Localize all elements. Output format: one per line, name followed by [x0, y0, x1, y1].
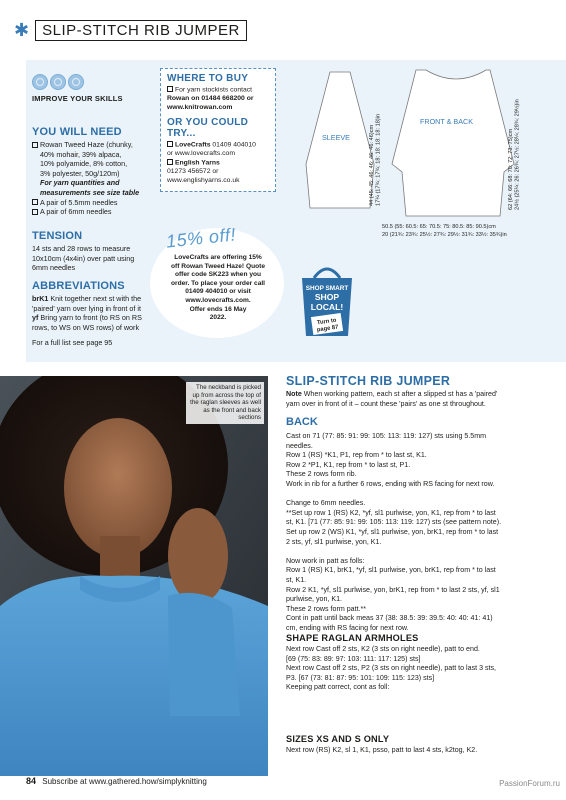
tension-text: 14 sts and 28 rows to measure 10x10cm (4x4in) over patt using 6mm needles — [32, 244, 135, 273]
sleeve-length-in: 17¼ (17¾: 17¾: 18: 18: 18: 18: 18)in — [375, 113, 382, 206]
back-line: Now work in patt as folls: — [286, 556, 365, 565]
checkbox-icon — [32, 199, 38, 205]
photo-caption: The neckband is picked up from across the top of the raglan sleeves as well as the front and back sections — [186, 382, 264, 424]
back-line: Cont in patt until back meas 37 (38: 38.5: 39: 39.5: 40: 40: 41: 41) — [286, 614, 493, 623]
asterisk-icon: ✱ — [14, 19, 30, 41]
watermark: PassionForum.ru — [499, 779, 560, 788]
back-line: **Set up row 1 (RS) K2, *yf, sl1 purlwise, yon, K1, rep from * to last — [286, 508, 496, 517]
sizes-instructions — [286, 746, 558, 756]
yarn-ball-icon — [32, 74, 48, 90]
width-in: 20 (21¾: 23¾: 25½: 27¾: 29½: 31¾: 33½: 35¾)in — [382, 232, 507, 238]
pattern-note: Note When working pattern, each st after a slipped st has a 'paired' yarn over in front of it – count these 'pairs' as one st throughout. — [286, 390, 498, 408]
skills-badge — [32, 74, 142, 103]
yarn-ball-icon — [50, 74, 66, 90]
model-photo — [0, 376, 268, 776]
sleeve-length-cm: 44 (45: 45: 46: 46: 46: 46: 46)cm — [369, 124, 375, 206]
pattern-title: SLIP-STITCH RIB JUMPER — [286, 374, 451, 388]
back-line: Row 2 K1, *yf, sl1 purlwise, yon, brK1, rep from * to last 2 sts, yf, sl1 — [286, 585, 500, 594]
offer-text: LoveCrafts are offering 15% off Rowan Tweed Haze! Quote offer code SK223 when you order. To place your order call 01409 404010 or visit www.lovecrafts.com. Offer ends 16 May 2022. — [170, 254, 266, 322]
raglan-line: P3. [67 (73: 81: 87: 95: 101: 109: 115: 123) sts] — [286, 673, 435, 682]
you-will-need-list: Rowan Tweed Haze (chunky, 40% mohair, 39% alpaca, 10% polyamide, 8% cotton, 3% polyester, 50g/120m) For yarn quantities and measurements see size table A pair of 5.5mm needles A pair of 6mm needles — [32, 140, 160, 217]
page-footer — [26, 776, 207, 786]
checkbox-icon — [167, 159, 173, 165]
checkbox-icon — [32, 142, 38, 148]
raglan-instructions — [286, 645, 558, 693]
svg-text:page 87: page 87 — [316, 324, 339, 334]
back-heading: BACK — [286, 416, 318, 428]
back-line: purlwise, yon, K1. — [286, 595, 342, 604]
abbreviations-text: brK1 Knit together next st with the 'paired' yarn over lying in front of it yf Bring yarn to front (to RS on RS rows, to WS on WS rows) of work For a full list see page 95 — [32, 294, 142, 348]
page-header — [14, 18, 247, 42]
offer-title: 15% off! — [165, 224, 237, 252]
where-to-buy-box: WHERE TO BUY For yarn stockists contact Rowan on 01484 668200 or www.knitrowan.com OR YOU COULD TRY... LoveCrafts 01409 404010 or www.lovecrafts.com English Yarns 01273 456572 or www.englishyarns.co.uk — [160, 68, 276, 192]
back-line: Row 1 (RS) K1, brK1, *yf, sl1 purlwise, yon, brK1, rep from * to last — [286, 566, 496, 575]
svg-text:SHOP SMART: SHOP SMART — [305, 285, 349, 292]
front-back-label: FRONT & BACK — [420, 117, 473, 126]
back-line — [286, 547, 558, 557]
checkbox-icon — [167, 141, 173, 147]
back-line: needles. — [286, 441, 313, 450]
raglan-heading: SHAPE RAGLAN ARMHOLES — [286, 633, 419, 643]
you-will-need-heading: YOU WILL NEED — [32, 126, 122, 138]
svg-text:Turn to: Turn to — [316, 317, 337, 327]
back-line — [286, 490, 558, 500]
raglan-line: [69 (75: 83: 89: 97: 103: 111: 117: 125) sts] — [286, 654, 421, 663]
body-length-cm: 62 (64: 66: 68: 70: 72: 73: 75)cm — [508, 128, 514, 210]
raglan-line: Next row Cast off 2 sts, K2 (3 sts on right needle), patt to end. — [286, 645, 480, 653]
skills-label: IMPROVE YOUR SKILLS — [32, 94, 123, 103]
back-line: These 2 rows form rib. — [286, 470, 357, 479]
back-line: Set up row 2 (WS) K1, *yf, sl1 purlwise, yon, brK1, rep from * to last — [286, 527, 499, 536]
sizes-heading: SIZES XS AND S ONLY — [286, 734, 390, 744]
checkbox-icon — [32, 209, 38, 215]
subscribe-link[interactable]: Subscribe at www.gathered.how/simplyknitting — [42, 777, 207, 786]
svg-text:SHOP: SHOP — [314, 292, 340, 302]
sleeve-label: SLEEVE — [322, 133, 350, 142]
where-to-buy-heading: WHERE TO BUY — [167, 73, 249, 84]
sizes-line: Next row (RS) K2, sl 1, K1, psso, patt to last 4 sts, k2tog, K2. — [286, 746, 478, 754]
back-line: Row 1 (RS) *K1, P1, rep from * to last st, K1. — [286, 451, 427, 460]
yarn-ball-icon — [68, 74, 84, 90]
svg-text:LOCAL!: LOCAL! — [310, 302, 344, 312]
tension-heading: TENSION — [32, 230, 83, 242]
page-title: SLIP-STITCH RIB JUMPER — [35, 20, 247, 41]
back-line: These 2 rows form patt.** — [286, 604, 367, 613]
back-line: Change to 6mm needles. — [286, 499, 366, 508]
width-cm: 50.5 (55: 60.5: 65: 70.5: 75: 80.5: 85: 90.5)cm — [382, 224, 496, 230]
back-line: st, K1. — [286, 575, 307, 584]
back-line: st, K1. [71 (77: 85: 91: 99: 105: 113: 119: 127) sts (see pattern note). — [286, 518, 502, 527]
garment-diagram — [290, 64, 560, 260]
raglan-line: Next row Cast off 2 sts, P2 (3 sts on right needle), patt to last 3 sts, — [286, 664, 497, 673]
back-instructions — [286, 432, 558, 633]
raglan-line: Keeping patt correct, cont as foll: — [286, 683, 390, 692]
shop-local-bag-icon — [296, 262, 358, 338]
back-line: Row 2 *P1, K1, rep from * to last st, P1. — [286, 460, 411, 469]
body-outline — [392, 70, 514, 216]
or-you-could-try-heading: OR YOU COULD TRY... — [167, 116, 249, 139]
back-line: cm, ending with RS facing for next row. — [286, 623, 409, 632]
back-line: Cast on 71 (77: 85: 91: 99: 105: 113: 119: 127) sts using 5.5mm — [286, 432, 487, 440]
checkbox-icon — [167, 86, 173, 92]
page-number: 84 — [26, 776, 37, 786]
back-line: Work in rib for a further 6 rows, ending with RS facing for next row. — [286, 479, 495, 488]
abbreviations-heading: ABBREVIATIONS — [32, 280, 125, 292]
back-line: 2 sts, yf, sl1 purlwise, yon, K1. — [286, 537, 382, 546]
body-length-in: 24½ (25¼: 26: 26¾: 27½: 28¼: 28¾: 29½)in — [514, 99, 521, 210]
